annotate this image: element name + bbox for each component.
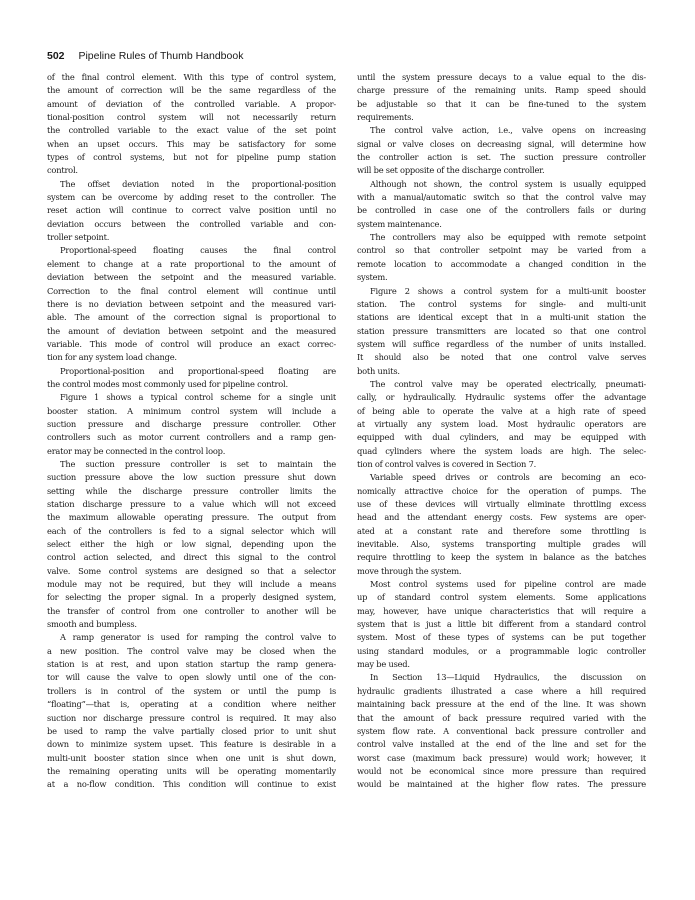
text-line: when an upset occurs. This may be satisfactory for some [47,138,336,149]
text-line: with a manual/automatic switch so that the control valve may [357,192,646,203]
text-line: booster station. A minimum control system will include a [47,405,336,416]
text-line: be used to ramp the valve partially closed prior to unit shut [47,725,336,736]
text-line: cally, or hydraulically. Hydraulic systems offer the advantage [357,392,646,403]
text-line: the remaining operating units will be operating momentarily [47,765,336,776]
text-line: amount of deviation of the controlled variable. A propor- [47,98,336,109]
text-line: station. The control systems for single- and multi-unit [357,298,646,309]
text-line: valve. Some control systems are designed so that a selector [47,565,336,576]
text-line: Figure 2 shows a control system for a multi-unit booster [370,285,646,296]
text-line: would not be economical since more pressure than required [357,765,646,776]
text-line: may, however, have unique characteristics that will require a [357,605,646,616]
text-line: the maximum allowable operating pressure. The output from [47,512,336,523]
text-line: would be maintained at the higher flow rates. The pressure [357,779,646,790]
text-line: variable. This mode of control will produce an exact correc- [47,338,336,349]
text-line: Figure 1 shows a typical control scheme for a single unit [60,392,336,403]
text-line: element to change at a rate proportional to the amount of [47,258,336,269]
text-line: A ramp generator is used for ramping the control valve to [60,632,336,643]
text-line: system. Most of these types of systems can be put together [357,632,646,643]
text-line: the amount of deviation between setpoint and the measured [47,325,336,336]
page-number: 502 [47,50,65,62]
text-line: hydraulic gradients illustrated a case where a hill required [357,685,646,696]
text-line: module may not be required, but they will include a means [47,579,336,590]
text-line: stations are identical except that in a multi-unit station the [357,312,646,323]
text-line: The suction pressure controller is set to maintain the [60,458,336,469]
text-line: of the final control element. With this type of control system, [47,72,336,82]
text-line: a new position. The control valve may be closed when the [47,645,336,656]
text-line: remote location to accommodate a changed condition in the [357,258,646,269]
text-line: The control valve action, i.e., valve opens on increasing [370,125,646,136]
text-line: for selecting the proper signal. In a properly designed system, [47,592,336,603]
text-line: setting while the discharge pressure controller limits the [47,485,336,496]
text-line: the controlled variable to the exact value of the set point [47,125,336,136]
text-line: station pressure transmitters are located so that one control [357,325,646,336]
text-line: Most control systems used for pipeline control are made [370,579,646,590]
text-line: able. The amount of the correction signal is proportional to [47,312,336,323]
text-line: worst case (maximum back pressure) would work; however, it [357,752,646,763]
text-line: suction pressure above the low suction pressure shut down [47,472,336,483]
text-line: the control modes most commonly used for pipeline control. [47,378,288,389]
text-line: suction nor discharge pressure control is required. It may also [47,712,336,723]
text-line: signal or valve closes on decreasing signal, will determine how [357,138,646,149]
text-line: control action selected, and direct this signal to the control [47,552,336,563]
text-line: use of these devices will virtually eliminate throttling excess [357,499,646,509]
text-line: control so that controller setpoint may be varied from a [357,245,646,256]
text-line: be controlled in case one of the controllers fails or during [357,205,646,216]
text-line: system maintenance. [357,218,442,229]
page-header [47,50,243,62]
text-line: system that is just a little bit different from a standard control [357,619,646,630]
right-text-column [357,71,646,792]
text-line: The control valve may be operated electrically, pneumati- [370,378,646,389]
text-line: system will suffice regardless of the number of units installed. [357,338,646,349]
text-line: charge pressure of the remaining units. Ramp speed should [357,85,646,96]
text-line: quad cylinders where the system loads are high. The selec- [357,445,646,456]
text-line: nomically attractive choice for the operation of pumps. The [357,485,646,496]
text-line: station discharge pressure to a value which will not exceed [47,499,336,509]
text-line: system. [357,272,388,283]
text-line: station is at rest, and upon station startup the ramp genera- [47,659,336,670]
text-line: both units. [357,365,400,376]
text-line: controllers such as motor current controllers and a ramp gen- [47,432,336,443]
text-line: suction pressure and discharge pressure controller. Other [47,418,336,429]
text-line: there is no deviation between setpoint and the measured vari- [47,298,336,309]
text-line: The controllers may also be equipped with remote setpoint [370,232,646,243]
text-line: of being able to operate the valve at a high rate of speed [357,405,646,416]
text-line: down to minimize system upset. This feature is desirable in a [47,739,336,750]
left-text-column [47,71,336,792]
text-line: select either the high or low signal, depending upon the [47,539,336,550]
text-line: system can be overcome by adding reset to the controller. The [47,192,336,203]
text-line: tor will cause the valve to open slowly until one of the con- [47,672,336,683]
text-line: be adjustable so that it can be fine-tuned to the system [357,98,646,109]
text-line: Correction to the final control element will continue until [47,285,336,296]
text-line: reset action will continue to correct valve position until no [47,205,336,216]
text-line: the controller action is set. The suction pressure controller [357,152,646,163]
text-line: It should also be noted that one control valve serves [357,352,646,363]
text-line: that the amount of back pressure required varied with the [357,712,646,723]
text-line: may be used. [357,659,410,670]
text-line: will be set opposite of the discharge controller. [357,165,545,176]
text-line: each of the controllers is fed to a signal selector which will [47,525,336,536]
text-line: The offset deviation noted in the proportional-position [60,178,336,189]
text-line: multi-unit booster station since when one unit is shut down, [47,752,336,763]
text-line: move through the system. [357,565,462,576]
book-title: Pipeline Rules of Thumb Handbook [78,50,244,62]
text-line: at a no-flow condition. This condition will continue to exist [47,779,336,790]
text-line: maintaining back pressure at the end of the line. It was shown [357,699,646,710]
text-line: requirements. [357,112,414,123]
text-line: Variable speed drives or controls are becoming an eco- [370,472,646,483]
text-line: trollers is in control of the system or until the pump is [47,685,336,696]
text-line: using standard modules, or a programmable logic controller [357,645,646,656]
text-line: equipped with dual cylinders, and may be equipped with [357,432,646,443]
text-line: Proportional-position and proportional-speed floating are [60,365,336,376]
text-line: inevitable. Also, systems transporting multiple grades will [357,539,646,550]
text-line: until the system pressure decays to a value equal to the dis- [357,72,646,82]
text-line: tional-position control system will not necessarily return [47,112,336,123]
text-line: In Section 13—Liquid Hydraulics, the discussion on [370,672,646,683]
text-line: up of standard control system elements. Some applications [357,592,646,603]
text-line: system flow rate. A conventional back pressure controller and [357,725,646,736]
text-line: smooth and bumpless. [47,619,137,630]
text-line: deviation occurs between the controlled variable and con- [47,218,336,229]
text-line: the transfer of control from one controller to another will be [47,605,336,616]
text-line: Although not shown, the control system is usually equipped [370,178,646,189]
text-line: control. [47,165,78,176]
text-line: head and the attendant energy costs. Few systems are oper- [357,512,646,523]
text-line: Proportional-speed floating causes the final control [60,245,336,256]
text-line: at virtually any system load. Most hydraulic operators are [357,418,646,429]
text-line: require throttling to keep the system in balance as the batches [357,552,646,563]
text-line: erator may be connected in the control loop. [47,445,226,456]
text-line: deviation between the setpoint and the measured variable. [47,272,336,283]
text-line: the amount of correction will be the same regardless of the [47,85,336,96]
text-line: ated at a constant rate and therefore some throttling is [357,525,646,536]
text-line: troller setpoint. [47,232,110,243]
text-line: “floating”—that is, operating at a condition where neither [47,699,336,710]
text-line: tion for any system load change. [47,352,177,363]
text-line: tion of control valves is covered in Section 7. [357,458,537,469]
text-line: types of control systems, but not for pipeline pump station [47,152,336,163]
text-line: control valve installed at the end of the line and set for the [357,739,646,750]
